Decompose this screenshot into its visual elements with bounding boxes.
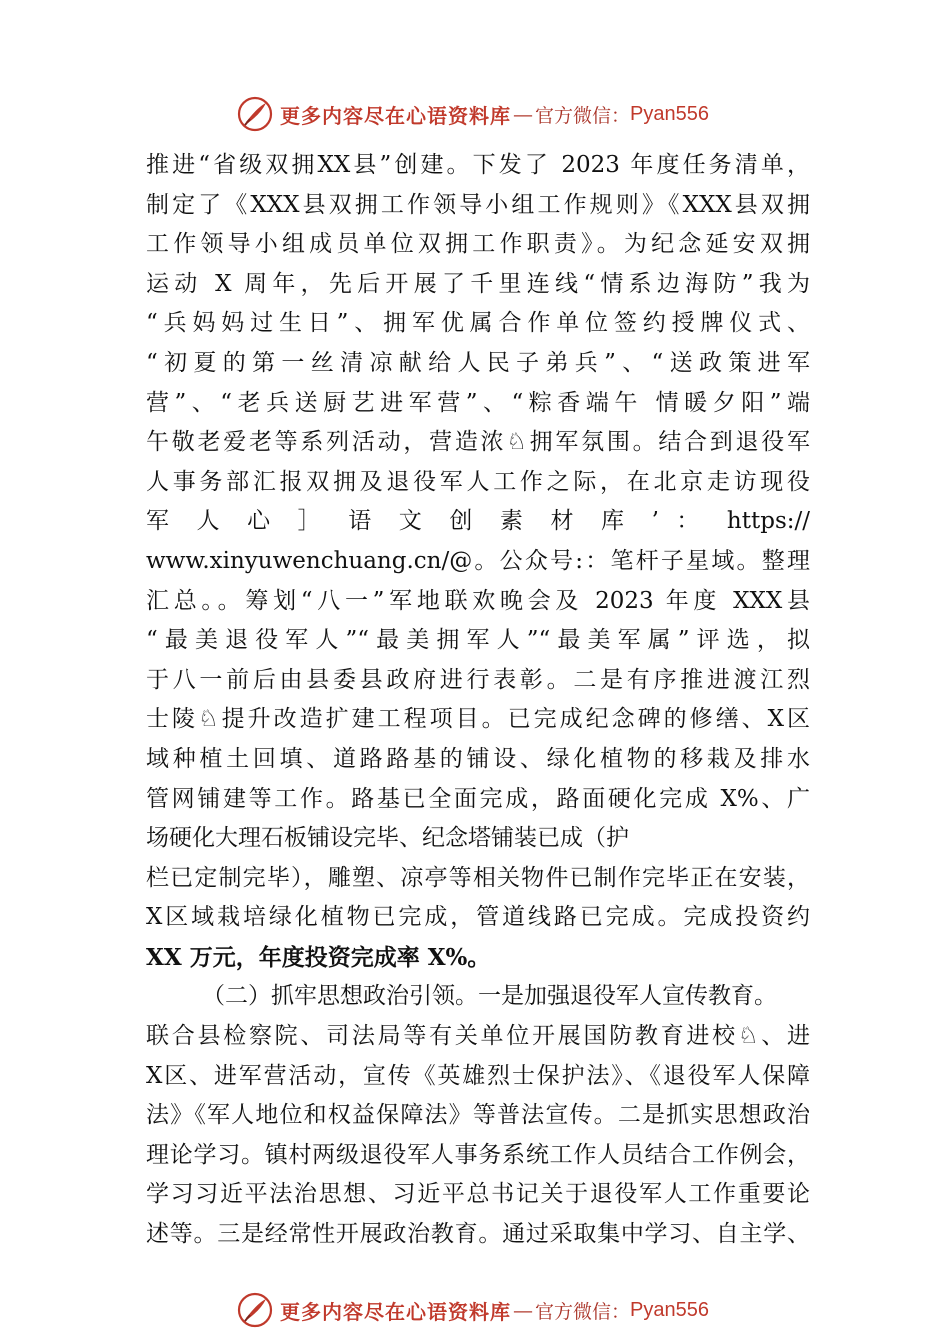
watermark-wechat-label: 官方微信： [535, 104, 631, 127]
section-heading-line: （二）抓牢思想政治引领。一是加强退役军人宣传教育。 [202, 983, 777, 1010]
text-line: 军 人 心 ］ 语 文 创 素 材 库 ’ ： https:// [146, 508, 810, 535]
text-line: 法》《军人地位和权益保障法》等普法宣传。二是抓实思想政治 [146, 1102, 810, 1129]
text-line: 午敬老爱老等系列活动，营造浓♘拥军氛围。结合到退役军 [146, 429, 810, 456]
text-line: 营”、“老兵送厨艺进军营”、“粽香端午 情暖夕阳”端 [146, 389, 810, 416]
text-line: 运动 X 周年，先后开展了千里连线“情系边海防”我为 [146, 270, 810, 297]
text-line: XX 万元，年度投资完成率 X%。 [146, 943, 491, 971]
text-line: X区、进军营活动，宣传《英雄烈士保护法》、《退役军人保障 [146, 1062, 810, 1089]
text-line: 场硬化大理石板铺设完毕、纪念塔铺装已成（护 [146, 825, 629, 852]
text-line: 工作领导小组成员单位双拥工作职责》。为纪念延安双拥 [146, 231, 810, 258]
text-line: 学习习近平法治思想、习近平总书记关于退役军人工作重要论 [146, 1181, 810, 1208]
text-line: 士陵♘提升改造扩建工程项目。已完成纪念碑的修缮、X区 [146, 706, 810, 733]
watermark-wechat-id: Pyan556 [630, 102, 709, 125]
text-line: 于八一前后由县委县政府进行表彰。二是有序推进渡江烈 [146, 666, 810, 693]
watermark-header [236, 92, 709, 136]
text-line: 栏已定制完毕），雕塑、凉亭等相关物件已制作完毕正在安装， [146, 864, 810, 891]
watermark-wechat-id: Pyan556 [630, 1298, 709, 1321]
text-line: 人事务部汇报双拥及退役军人工作之际，在北京走访现役 [146, 468, 810, 495]
text-line: 推进“省级双拥XX县”创建。下发了 2023 年度任务清单， [146, 152, 810, 178]
text-line: 述等。三是经常性开展政治教育。通过采取集中学习、自主学、 [146, 1221, 810, 1248]
text-line: 域种植土回填、道路路基的铺设、绿化植物的移栽及排水 [146, 745, 810, 772]
text-line: X区域栽培绿化植物已完成，管道线路已完成。完成投资约 [146, 904, 810, 931]
document-body [146, 146, 810, 1255]
text-line: www.xinyuwenchuang.cn/@。公众号:：笔杆子星域。整理 [146, 547, 810, 574]
text-line: 制定了《XXX县双拥工作领导小组工作规则》《XXX县双拥 [146, 191, 810, 218]
watermark-separator: — [513, 1298, 533, 1322]
text-line: “最美退役军人”“最美拥军人”“最美军属”评选，拟 [146, 627, 810, 654]
watermark-text: 更多内容尽在心语资料库 [280, 1299, 511, 1324]
watermark-separator: — [513, 102, 533, 126]
quill-logo-icon [236, 1291, 274, 1329]
watermark-wechat-label: 官方微信： [535, 1300, 631, 1323]
text-line: 联合县检察院、司法局等有关单位开展国防教育进校♘、进 [146, 1023, 810, 1050]
watermark-footer [236, 1288, 709, 1332]
text-line: “兵妈妈过生日”、拥军优属合作单位签约授牌仪式、 [146, 310, 810, 337]
text-line: 管网铺建等工作。路基已全面完成，路面硬化完成 X%、广 [146, 785, 810, 812]
text-line: 汇总。。筹划“八一”军地联欢晚会及 2023 年度 XXX县 [146, 587, 810, 614]
text-line: “初夏的第一丝清凉献给人民子弟兵”、“送政策进军 [146, 349, 810, 376]
text-line: 理论学习。镇村两级退役军人事务系统工作人员结合工作例会， [146, 1141, 810, 1168]
watermark-text: 更多内容尽在心语资料库 [280, 103, 511, 128]
quill-logo-icon [236, 95, 274, 133]
